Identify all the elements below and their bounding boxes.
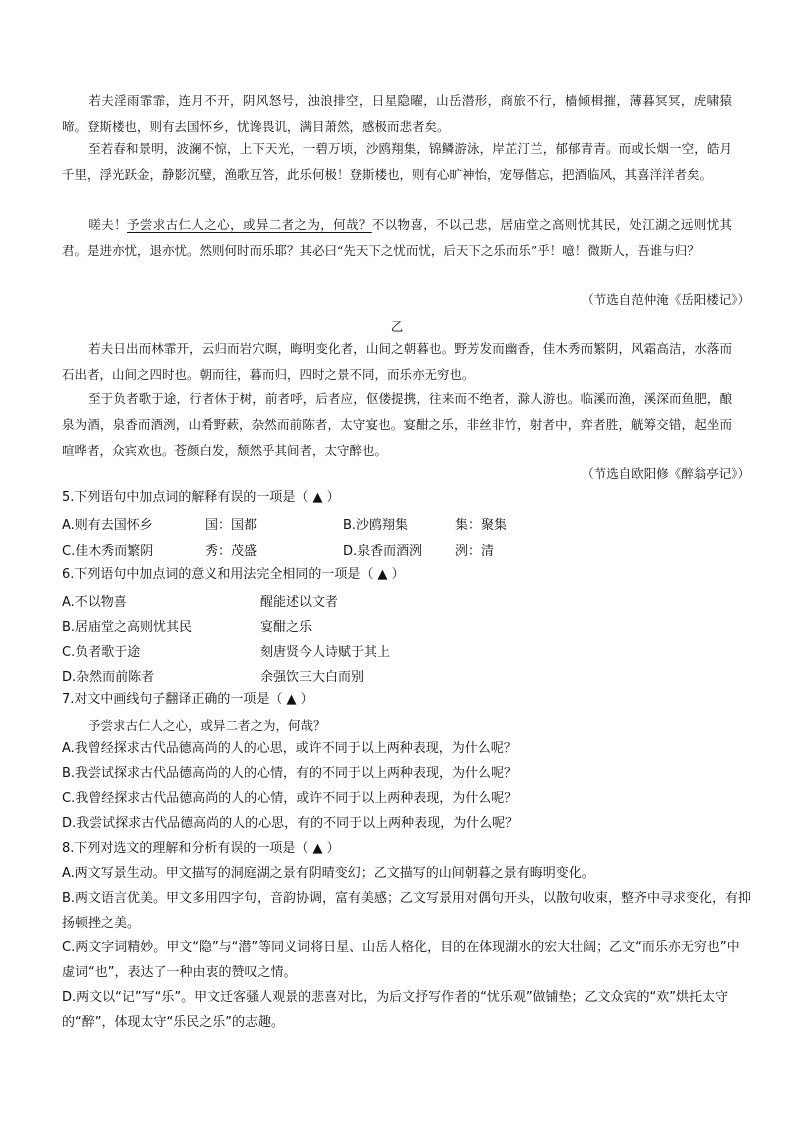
q5-option-a: A.则有去国怀乡 <box>62 518 153 533</box>
q7-option-a: A.我曾经探求古代品德高尚的人的心思，或许不同于以上两种表现，为什么呢？ <box>62 741 517 756</box>
q8-option-d: D.两文以“记”写“乐”。甲文迁客骚人观景的悲喜对比，为后文抒写作者的“忧乐观”做铺垫；乙文众宾的“欢”烘托太守的“醉”，体现太守“乐民之乐”的志趣。 <box>62 990 729 1030</box>
q5-option-d: D.泉香而酒洌 <box>343 544 423 559</box>
q6-option-d-sentence-2: 余强饮三大白而别 <box>260 670 365 685</box>
passage-a-source: （节选自范仲淹《岳阳楼记》） <box>581 292 750 307</box>
q5-option-c: C.佳木秀而繁阴 <box>62 544 154 559</box>
passage-a-paragraph-3: 嗟夫！予尝求古仁人之心，或异二者之为，何哉？不以物喜，不以己悲，居庙堂之高则忧其民，处江湖之远则忧其君。是进亦忧，退亦忧。然则何时而乐耶？其必曰“先天下之忧而忧，后天下之乐而乐”乎！噫！微斯人，吾谁与归？ <box>62 217 732 258</box>
passage-b-paragraph-1: 若夫日出而林霏开，云归而岩穴暝，晦明变化者，山间之朝暮也。野芳发而幽香，佳木秀而繁阴，风霜高洁，水落而石出者，山间之四时也。朝而往，暮而归，四时之景不同，而乐亦无穷也。 <box>62 341 732 382</box>
underlined-sentence: 予尝求古仁人之心，或异二者之为，何哉？ <box>127 217 372 232</box>
q6-option-c-sentence-2: 刻唐贤今人诗赋于其上 <box>260 645 391 660</box>
q7-option-b: B.我尝试探求古代品德高尚的人的心情，有的不同于以上两种表现，为什么呢？ <box>62 766 518 781</box>
passage-b-paragraph-2: 至于负者歌于途，行者休于树，前者呼，后者应，伛偻提携，往来而不绝者，滁人游也。临溪而渔，溪深而鱼肥，酿泉为酒，泉香而酒洌，山肴野蔌，杂然而前陈者，太守宴也。宴酣之乐，非丝非竹，射者中，弈者胜，觥筹交错，起坐而喧哗者，众宾欢也。苍颜白发，颓然乎其间者，太守醉也。 <box>62 391 732 458</box>
passage-b-title: 乙 <box>390 319 404 334</box>
q5-option-d-explanation: 洌：清 <box>455 544 495 559</box>
q5-option-b: B.沙鸥翔集 <box>343 518 409 533</box>
passage-a-paragraph-2: 至若春和景明，波澜不惊，上下天光，一碧万顷，沙鸥翔集，锦鳞游泳，岸芷汀兰，郁郁青青。而或长烟一空，皓月千里，浮光跃金，静影沉璧，渔歌互答，此乐何极！登斯楼也，则有心旷神怡，宠辱偕忘，把酒临风，其喜洋洋者矣。 <box>62 141 732 182</box>
question-6-stem: 6.下列语句中加点词的意义和用法完全相同的一项是（ ▲ ） <box>62 567 405 582</box>
q8-option-b: B.两文语言优美。甲文多用四字句，音韵协调，富有美感；乙文写景用对偶句开头，以散句收束，整齐中寻求变化，有抑扬顿挫之美。 <box>62 891 752 931</box>
q5-option-b-explanation: 集：聚集 <box>455 518 508 533</box>
q6-option-a-sentence-2: 醒能述以文者 <box>260 595 339 610</box>
q5-option-a-explanation: 国：国都 <box>205 518 258 533</box>
question-5-stem: 5.下列语句中加点词的解释有误的一项是（ ▲ ） <box>62 490 340 505</box>
q6-option-d-sentence-1: D.杂然而前陈者 <box>62 670 155 685</box>
q6-option-a-sentence-1: A.不以物喜 <box>62 595 127 610</box>
q8-option-c: C.两文字词精妙。甲文“隐”与“潜”等同义词将日星、山岳人格化，目的在体现湖水的宏大壮阔；乙文“而乐亦无穷也”中虚词“也”，表达了一种由衷的赞叹之情。 <box>62 940 740 980</box>
q6-option-c-sentence-1: C.负者歌于途 <box>62 645 141 660</box>
q7-option-c: C.我曾经探求古代品德高尚的人的心情，或许不同于以上两种表现，为什么呢？ <box>62 791 518 806</box>
q6-option-b-sentence-1: B.居庙堂之高则忧其民 <box>62 620 193 635</box>
question-8-stem: 8.下列对选文的理解和分析有误的一项是（ ▲ ） <box>62 841 340 856</box>
passage-a-paragraph-1: 若夫淫雨霏霏，连月不开，阴风怒号，浊浪排空，日星隐曜，山岳潜形，商旅不行，樯倾楫摧，薄暮冥冥，虎啸猿啼。登斯楼也，则有去国怀乡，忧谗畏讥，满目萧然，感极而悲者矣。 <box>62 93 732 134</box>
passage-b-source: （节选自欧阳修《醉翁亭记》） <box>581 466 750 481</box>
q6-option-b-sentence-2: 宴酣之乐 <box>260 620 313 635</box>
question-7-stem: 7.对文中画线句子翻译正确的一项是（ ▲ ） <box>62 692 314 707</box>
q8-option-a: A.两文写景生动。甲文描写的洞庭湖之景有阴晴变幻；乙文描写的山间朝暮之景有晦明变化。 <box>62 866 595 881</box>
q5-option-c-explanation: 秀：茂盛 <box>205 544 258 559</box>
q7-option-d: D.我尝试探求古代品德高尚的人的心思，有的不同于以上两种表现，为什么呢？ <box>62 816 519 831</box>
q7-quoted-sentence: 予尝求古仁人之心，或异二者之为，何哉？ <box>88 718 326 733</box>
